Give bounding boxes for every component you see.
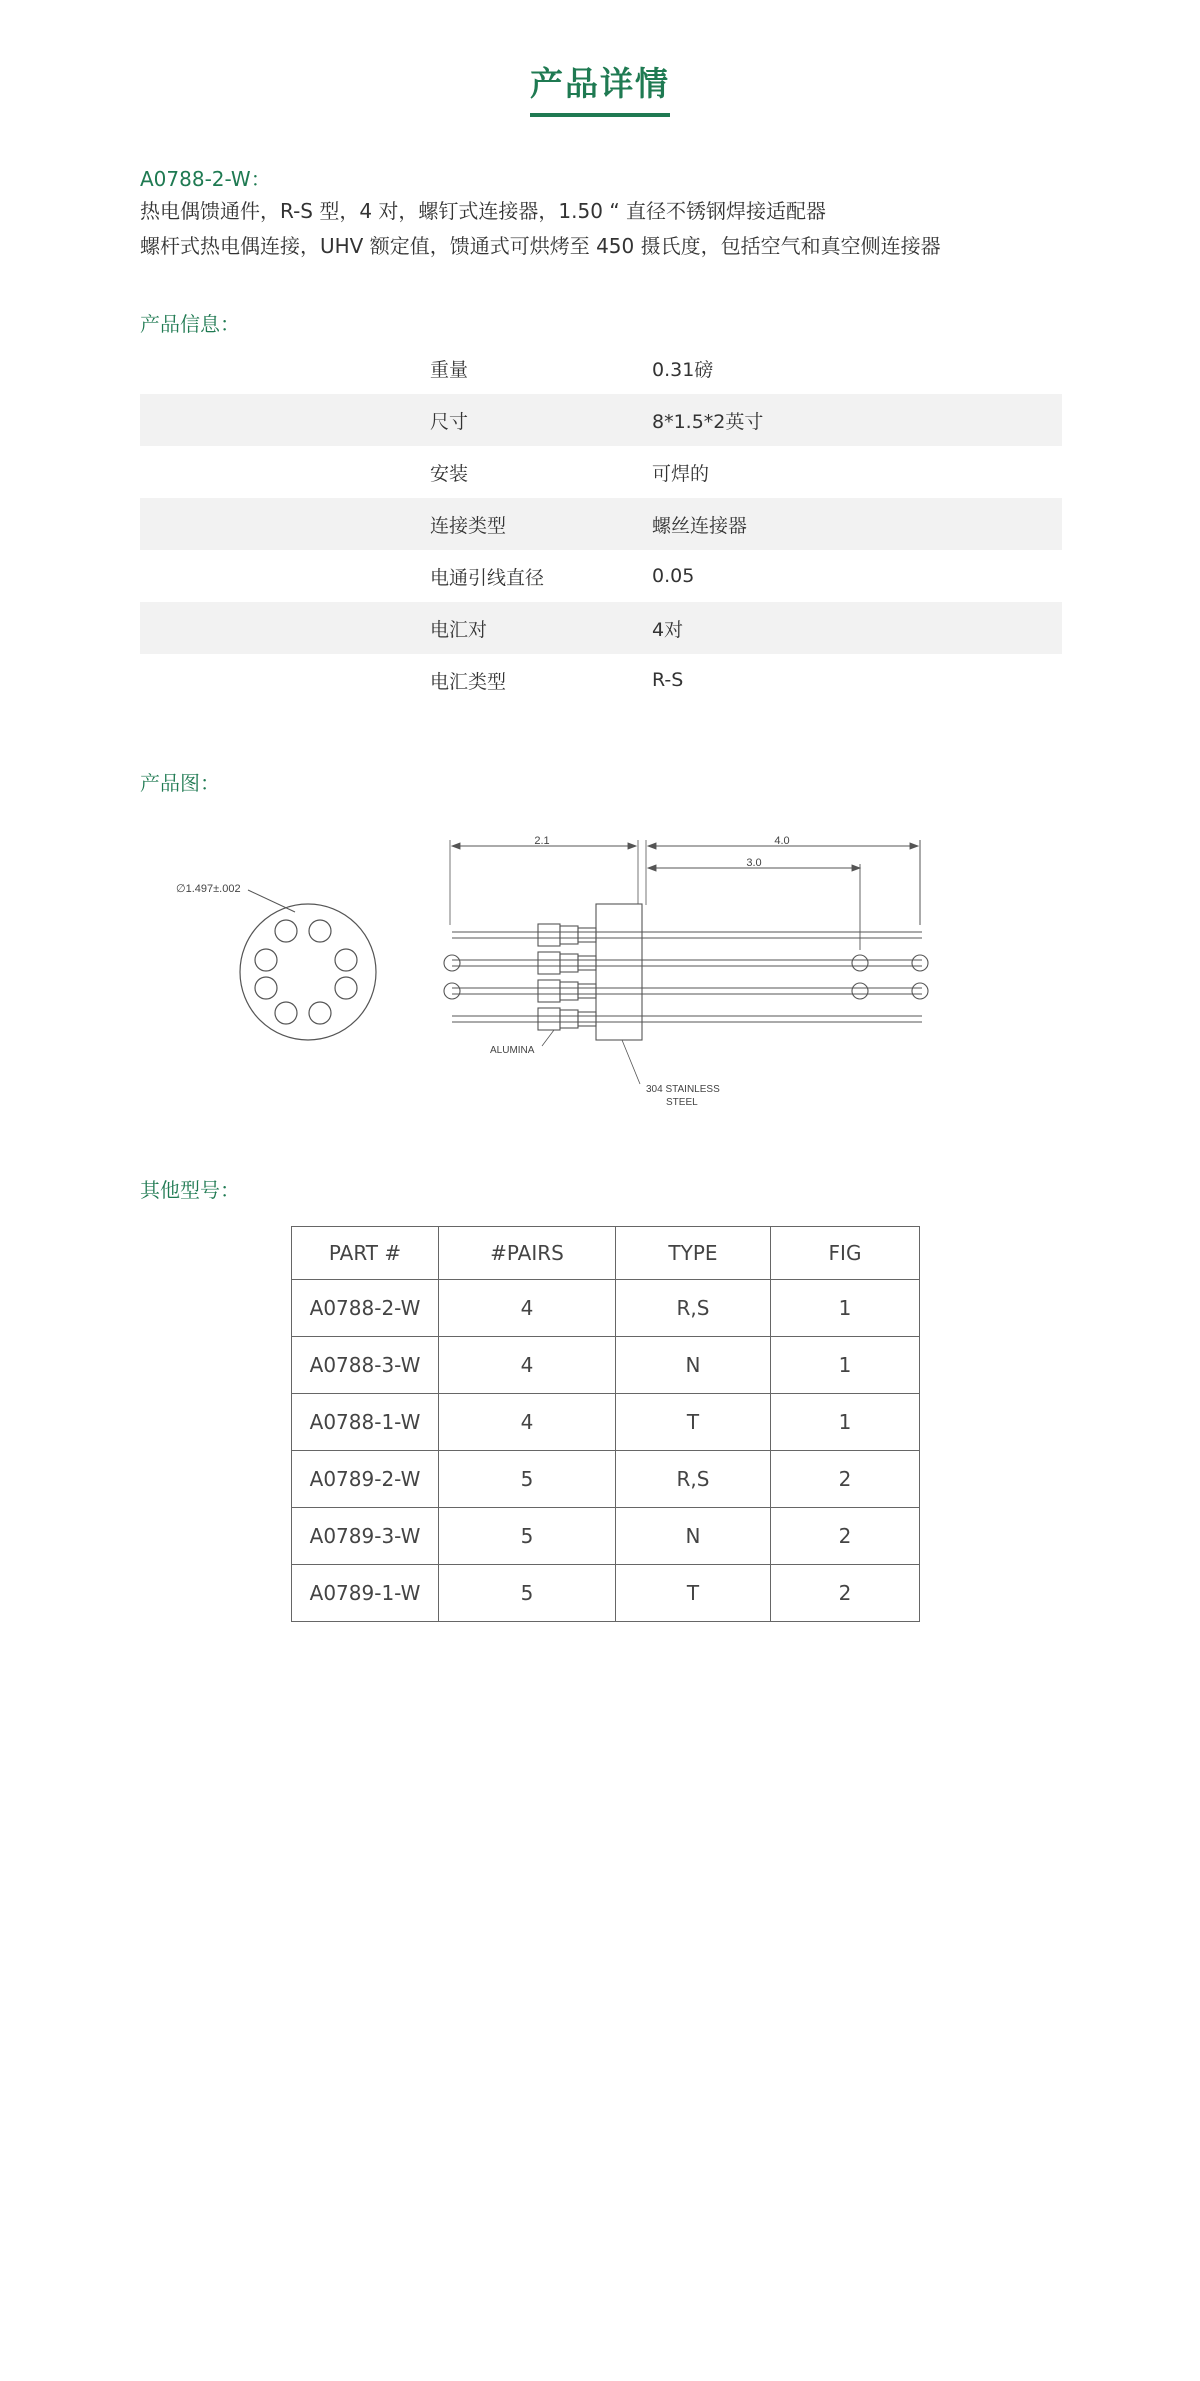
table-row bbox=[292, 1508, 920, 1565]
dimension-lines bbox=[452, 843, 918, 950]
table-cell: A0788-2-W bbox=[292, 1280, 439, 1337]
product-drawing bbox=[160, 820, 1040, 1110]
other-models-label: 其他型号： bbox=[140, 1178, 240, 1202]
alumina-label: ALUMINA bbox=[490, 1045, 535, 1056]
product-info-table bbox=[140, 342, 1062, 706]
diameter-label: ∅1.497±.002 bbox=[176, 883, 241, 895]
info-value: R-S bbox=[652, 669, 684, 691]
info-key: 电通引线直径 bbox=[430, 566, 545, 589]
info-value: 4对 bbox=[652, 618, 684, 641]
table-cell: 4 bbox=[439, 1280, 616, 1337]
info-row bbox=[140, 394, 1062, 446]
info-row bbox=[140, 550, 1062, 602]
connector-pin bbox=[309, 920, 331, 942]
connector-pin bbox=[275, 1002, 297, 1024]
table-cell: R,S bbox=[616, 1451, 771, 1508]
feedthrough-body bbox=[444, 904, 928, 1084]
table-cell: 5 bbox=[439, 1508, 616, 1565]
info-value: 螺丝连接器 bbox=[652, 514, 748, 537]
table-cell: A0788-1-W bbox=[292, 1394, 439, 1451]
page-header bbox=[0, 58, 1200, 117]
info-value: 8*1.5*2英寸 bbox=[652, 410, 764, 433]
table-cell: T bbox=[616, 1394, 771, 1451]
column-header: FIG bbox=[771, 1227, 920, 1280]
info-value: 可焊的 bbox=[652, 462, 710, 485]
connector-pin bbox=[255, 977, 277, 999]
info-row bbox=[140, 602, 1062, 654]
info-row bbox=[140, 342, 1062, 394]
feedthrough-side-view bbox=[450, 840, 920, 925]
table-cell: A0789-2-W bbox=[292, 1451, 439, 1508]
column-header: TYPE bbox=[616, 1227, 771, 1280]
dimension-label: 2.1 bbox=[534, 835, 550, 847]
info-value: 0.31磅 bbox=[652, 358, 714, 381]
flange-outline bbox=[240, 904, 376, 1040]
steel-label: 304 STAINLESS bbox=[646, 1084, 720, 1095]
column-header: #PAIRS bbox=[439, 1227, 616, 1280]
table-cell: N bbox=[616, 1337, 771, 1394]
table-cell: 4 bbox=[439, 1337, 616, 1394]
info-key: 连接类型 bbox=[430, 514, 507, 537]
table-cell: 4 bbox=[439, 1394, 616, 1451]
info-row bbox=[140, 654, 1062, 706]
table-row bbox=[292, 1394, 920, 1451]
table-cell: A0789-3-W bbox=[292, 1508, 439, 1565]
flange-end-view bbox=[240, 890, 376, 1040]
dimension-label: 4.0 bbox=[774, 835, 790, 847]
table-row bbox=[292, 1451, 920, 1508]
table-row bbox=[292, 1280, 920, 1337]
connector-pin bbox=[309, 1002, 331, 1024]
info-key: 重量 bbox=[430, 358, 469, 381]
product-drawing-label: 产品图： bbox=[140, 771, 220, 795]
column-header: PART # bbox=[292, 1227, 439, 1280]
connector-pin bbox=[335, 949, 357, 971]
info-value: 0.05 bbox=[652, 565, 695, 587]
table-cell: 5 bbox=[439, 1565, 616, 1622]
model-number: A0788-2-W： bbox=[140, 167, 271, 191]
other-models-table bbox=[291, 1226, 920, 1622]
table-cell: A0788-3-W bbox=[292, 1337, 439, 1394]
table-cell: R,S bbox=[616, 1280, 771, 1337]
info-row bbox=[140, 498, 1062, 550]
table-cell: T bbox=[616, 1565, 771, 1622]
connector-pin bbox=[275, 920, 297, 942]
table-row bbox=[292, 1565, 920, 1622]
info-row bbox=[140, 446, 1062, 498]
description-line-2: 螺杆式热电偶连接，UHV 额定值，馈通式可烘烤至 450 摄氏度，包括空气和真空侧连接器 bbox=[140, 234, 941, 258]
dimension-label: 3.0 bbox=[746, 857, 762, 869]
table-row bbox=[292, 1337, 920, 1394]
diameter-leader bbox=[248, 890, 295, 912]
connector-pin bbox=[255, 949, 277, 971]
table-cell: 2 bbox=[771, 1451, 920, 1508]
table-cell: 2 bbox=[771, 1508, 920, 1565]
table-cell: 5 bbox=[439, 1451, 616, 1508]
steel-label: STEEL bbox=[666, 1097, 698, 1108]
table-cell: 2 bbox=[771, 1565, 920, 1622]
product-info-label: 产品信息： bbox=[140, 312, 240, 336]
product-intro bbox=[140, 164, 1100, 264]
info-key: 安装 bbox=[430, 462, 469, 485]
table-cell: 1 bbox=[771, 1280, 920, 1337]
table-cell: 1 bbox=[771, 1394, 920, 1451]
info-key: 电汇类型 bbox=[430, 670, 507, 693]
connector-pin bbox=[335, 977, 357, 999]
description-line-1: 热电偶馈通件，R-S 型，4 对，螺钉式连接器，1.50 “ 直径不锈钢焊接适配器 bbox=[140, 199, 827, 223]
info-key: 尺寸 bbox=[430, 410, 469, 433]
table-header-row bbox=[292, 1227, 920, 1280]
weld-flange bbox=[596, 904, 642, 1040]
info-key: 电汇对 bbox=[430, 618, 488, 641]
table-cell: A0789-1-W bbox=[292, 1565, 439, 1622]
table-cell: N bbox=[616, 1508, 771, 1565]
page-title: 产品详情 bbox=[530, 58, 670, 117]
table-cell: 1 bbox=[771, 1337, 920, 1394]
